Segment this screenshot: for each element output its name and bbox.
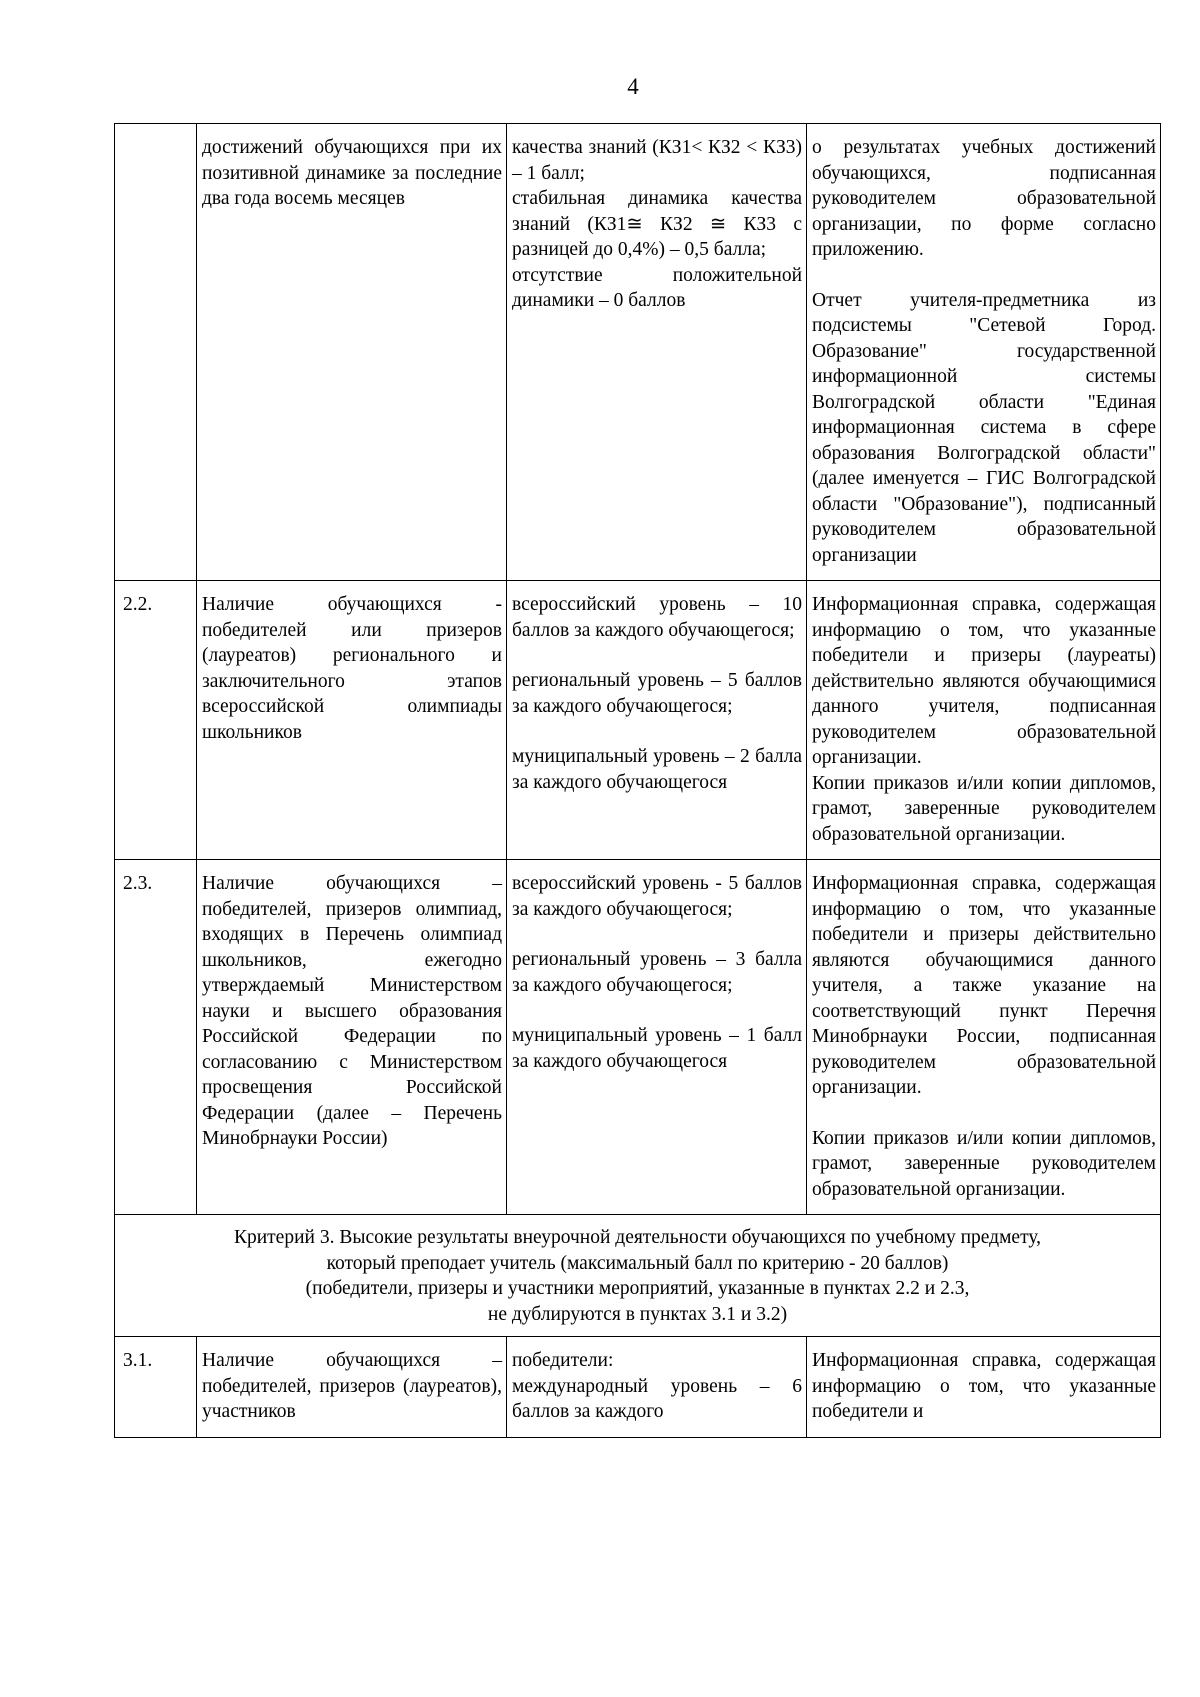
scoring-cell xyxy=(507,860,807,1215)
criterion-heading-line: (победители, призеры и участники мероприятий, указанные в пунктах 2.2 и 2.3, xyxy=(305,1278,970,1299)
scoring-cell xyxy=(507,581,807,860)
confirmation-cell xyxy=(807,581,1161,860)
criterion-heading-line: который преподает учитель (максимальный балл по критерию - 20 баллов) xyxy=(326,1252,949,1274)
confirmation-cell xyxy=(807,124,1161,581)
scoring-line: региональный уровень – 5 баллов за каждого обучающегося; xyxy=(512,670,802,717)
confirmation-paragraph: Копии приказов и/или копии дипломов, грамот, заверенные руководителем образовательной организации. xyxy=(812,772,1156,845)
confirmation-paragraph: Информационная справка, содержащая информацию о том, что указанные победители и призеры действительно являются обучающимися данного учителя, а также указание на соответствующий пункт Перечня Минобрнауки России, подписанная руководителем образовательной организации. xyxy=(812,873,1156,1098)
scoring-line: муниципальный уровень – 2 балла за каждого обучающегося xyxy=(512,746,802,793)
row-number xyxy=(115,124,197,581)
confirmation-cell xyxy=(807,860,1161,1215)
scoring-cell xyxy=(507,1337,807,1438)
criterion-heading-line: не дублируются в пунктах 3.1 и 3.2) xyxy=(487,1303,788,1325)
indicator-cell: Наличие обучающихся – победителей, призеров олимпиад, входящих в Перечень олимпиад школьников, ежегодно утверждаемый Министерством науки и высшего образования Российской Федерации по согласованию с Министерством просвещения Российской Федерации (далее – Перечень Минобрнауки России) xyxy=(197,860,507,1215)
row-number: 3.1. xyxy=(115,1337,197,1438)
scoring-line: всероссийский уровень – 10 баллов за каждого обучающегося; xyxy=(512,594,802,641)
table-row xyxy=(115,124,1161,581)
indicator-cell: Наличие обучающихся - победителей или призеров (лауреатов) регионального и заключительного этапов всероссийской олимпиады школьников xyxy=(197,581,507,860)
row-number: 2.2. xyxy=(115,581,197,860)
table-row xyxy=(115,860,1161,1215)
indicator-cell: Наличие обучающихся – победителей, призеров (лауреатов), участников xyxy=(197,1337,507,1438)
scoring-line: муниципальный уровень – 1 балл за каждого обучающегося xyxy=(512,1025,802,1072)
confirmation-paragraph: Отчет учителя-предметника из подсистемы "Сетевой Город. Образование" государственной информационной системы Волгоградской области "Единая информационная система в сфере образования Волгоградской области" (далее именуется – ГИС Волгоградской области "Образование"), подписанный руководителем образовательной организации xyxy=(812,289,1156,566)
criterion-heading-line: Критерий 3. Высокие результаты внеурочной деятельности обучающихся по учебному предмету, xyxy=(233,1227,1042,1248)
scoring-line: международный уровень – 6 баллов за каждого xyxy=(512,1375,802,1422)
scoring-line: стабильная динамика качества знаний (КЗ1≅ КЗ2 ≅ КЗ3 с разницей до 0,4%) – 0,5 балла; xyxy=(512,188,802,260)
page-number: 4 xyxy=(627,74,639,99)
confirmation-paragraph: Копии приказов и/или копии дипломов, грамот, заверенные руководителем образовательной организации. xyxy=(812,1127,1156,1200)
criterion-heading xyxy=(115,1215,1161,1337)
row-number: 2.3. xyxy=(115,860,197,1215)
scoring-cell xyxy=(507,124,807,581)
table-row xyxy=(115,1337,1161,1438)
criteria-table xyxy=(114,123,1161,1438)
scoring-line: победители: xyxy=(512,1350,614,1371)
scoring-line: качества знаний (КЗ1< КЗ2 < КЗ3) – 1 балл; xyxy=(512,137,802,184)
confirmation-paragraph: Информационная справка, содержащая информацию о том, что указанные победители и призеры (лауреаты) действительно являются обучающимися данного учителя, подписанная руководителем образовательной организации. xyxy=(812,594,1156,768)
criterion-heading-row xyxy=(115,1215,1161,1337)
indicator-cell: достижений обучающихся при их позитивной динамике за последние два года восемь месяцев xyxy=(197,124,507,581)
scoring-line: отсутствие положительной динамики – 0 баллов xyxy=(512,264,802,311)
scoring-line: всероссийский уровень - 5 баллов за каждого обучающегося; xyxy=(512,873,802,920)
confirmation-paragraph: о результатах учебных достижений обучающихся, подписанная руководителем образовательной организации, по форме согласно приложению. xyxy=(812,137,1156,260)
scoring-line: региональный уровень – 3 балла за каждого обучающегося; xyxy=(512,949,802,996)
table-row xyxy=(115,581,1161,860)
confirmation-cell: Информационная справка, содержащая информацию о том, что указанные победители и xyxy=(807,1337,1161,1438)
